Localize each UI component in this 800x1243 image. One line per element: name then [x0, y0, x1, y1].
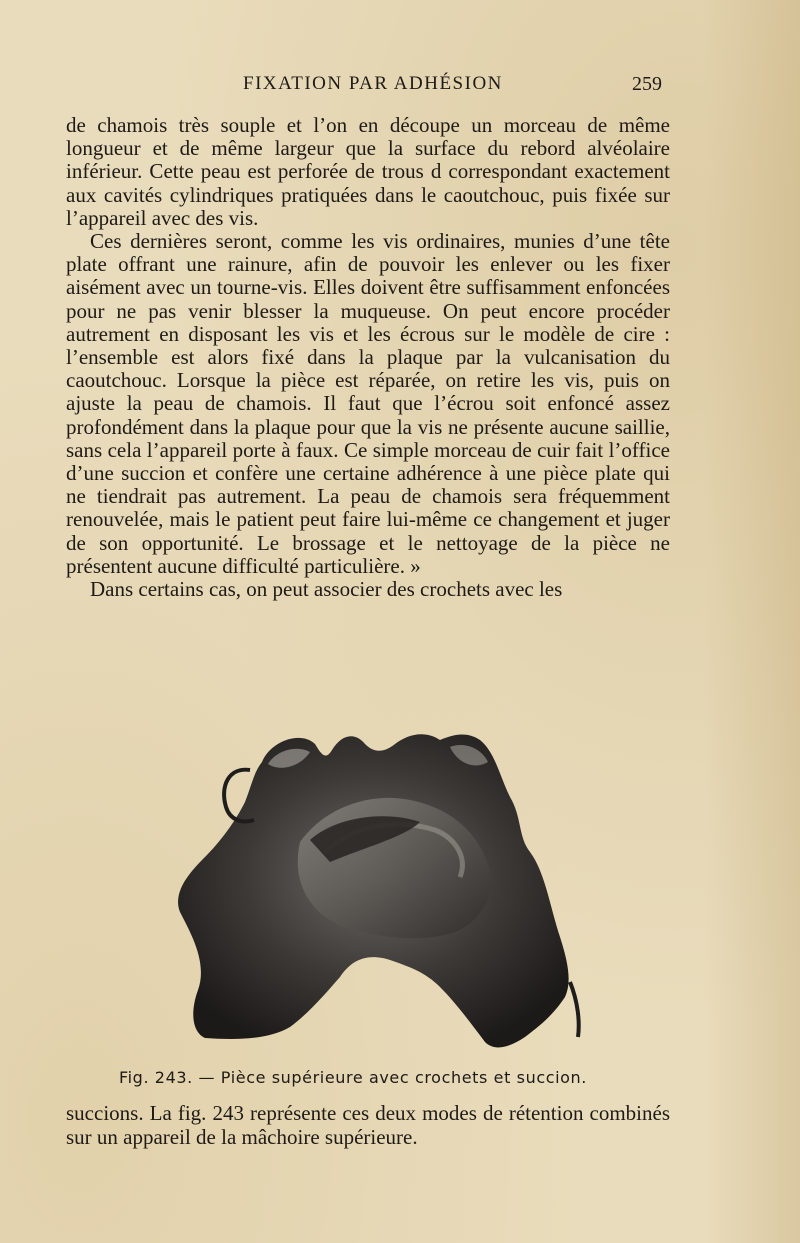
denture-plate-image — [150, 722, 600, 1062]
figure-caption: Fig. 243. — Pièce supérieure avec crochets et succion. — [119, 1068, 587, 1087]
body-text-after-figure — [66, 1101, 670, 1149]
figure-243-illustration — [150, 722, 600, 1062]
body-text — [66, 114, 670, 601]
running-title: FIXATION PAR ADHÉSION — [243, 73, 503, 94]
page-header — [0, 73, 800, 103]
paragraph-continuation: de chamois très souple et l’on en découpe un morceau de même longueur et de même largeur que la surface du rebord alvéolaire inférieur. Cette peau est perforée de trous d correspondant exactement aux cavités cylindriques pratiquées dans le caoutchouc, puis fixée sur l’appareil avec des vis. — [66, 113, 670, 230]
page-number: 259 — [632, 73, 662, 95]
paragraph-retention: succions. La fig. 243 représente ces deux modes de rétention combinés sur un appareil de la mâchoire supérieure. — [66, 1101, 670, 1149]
paragraph-screws: Ces dernières seront, comme les vis ordinaires, munies d’une tête plate offrant une rainure, afin de pouvoir les enlever ou les fixer aisément avec un tourne-vis. Elles doivent être suffisamment enfoncées pour ne pas venir blesser la muqueuse. On peut encore procéder autrement en disposant les vis et les écrous sur le modèle de cire : l’ensemble est alors fixé dans la plaque par la vulcanisation du caoutchouc. Lorsque la pièce est réparée, on retire les vis, puis on ajuste la peau de chamois. Il faut que l’écrou soit enfoncé assez profondément dans la plaque pour que la vis ne présente aucune saillie, sans cela l’appareil porte à faux. Ce simple morceau de cuir fait l’office d’une succion et confère une certaine adhérence à une pièce plate qui ne tiendrait pas autrement. La peau de chamois sera fréquemment renouvelée, mais le patient peut faire lui-même ce changement et juger de son opportunité. Le brossage et le nettoyage de la pièce ne présentent aucune difficulté particulière. » — [66, 229, 670, 578]
paragraph-crochets: Dans certains cas, on peut associer des crochets avec les — [90, 577, 563, 602]
right-clasp-wire — [570, 982, 579, 1037]
